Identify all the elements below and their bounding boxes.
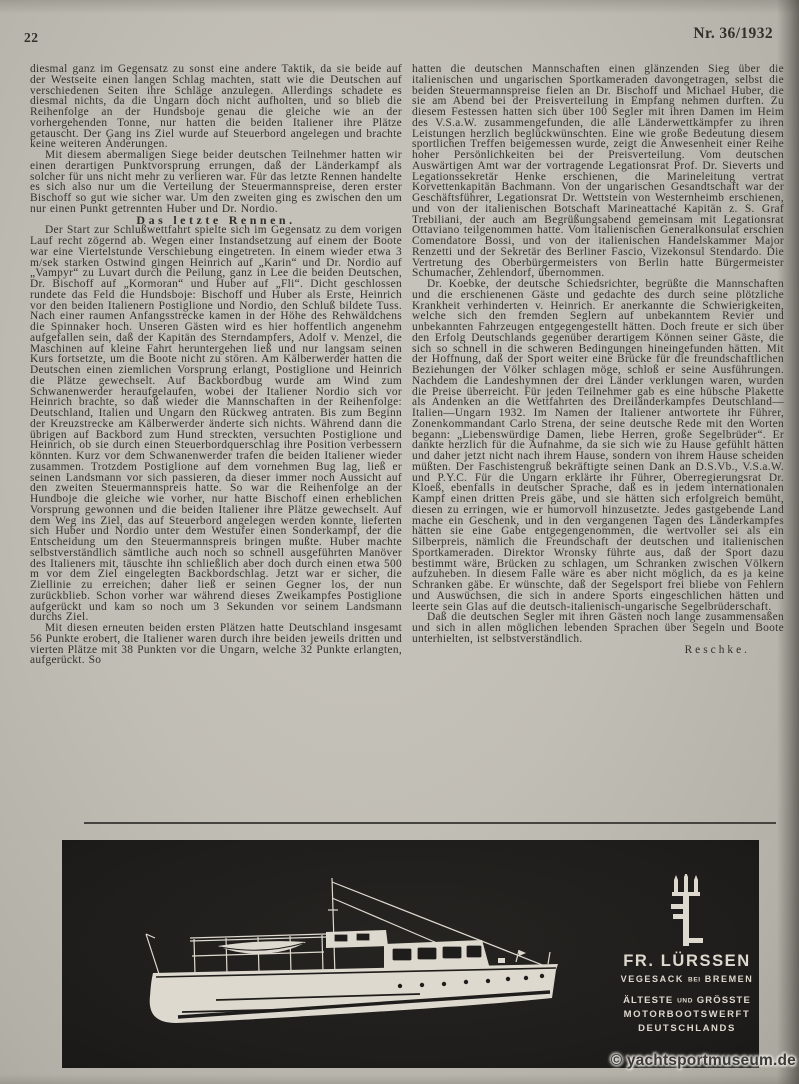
- advert-tagline-word: GRÖSSTE: [696, 995, 751, 1006]
- paragraph: Dr. Koebke, der deutsche Schiedsrichter, begrüßte die Mannschaften und die erschienenen Gäste und gedachte des durch seine plötzliche Krankheit verhinderten v. Heinrich. Er anerkannte die Schwierigkeiten, welche sich den fremden Seglern auf unbekanntem Revier und unbekannten Fahrzeugen entgegengestellt hätten. Doch freute er sich über den Erfolg Deutschlands gegenüber derartigem Können seiner Gäste, die sich so schnell in die schweren Bedingungen hineingefunden hätten. Mit der Hoffnung, daß der Sport weiter eine Brücke für die freundschaftlichen Beziehungen der Völker schlagen möge, schloß er seine Ausführungen. Nachdem die Landeshymnen der drei Länder verklungen waren, wurden die Preise überreicht. Für jeden Teilnehmer gab es eine hübsche Plakette als Andenken an die Wettfahrten des Dreiländerkampfes Deutschland—Italien—Ungarn 1932. Im Namen der Italiener antwortete ihr Führer, Zonenkommandant Carlo Strena, der seine deutsche Rede mit den Worten begann: „Liebenswürdige Damen, liebe Herren, große Segelbrüder“. Er dankte herzlich für die Aufnahme, da sie sich wie zu Hause gefühlt hätten und daher jetzt nicht nach ihrem Hause, sondern von ihrem Hause scheiden müßten. Der Faschistengruß bekräftigte seinen Dank an D.S.Vb., V.S.a.W. und P.Y.C. Für die Ungarn erklärte ihr Führer, Oberregierungsrat Dr. Kloeß, ebenfalls in deutscher Sprache, daß es in jedem internationalen Kampf einen dritten Preis gäbe, und sie hätten sich erfolgreich bemüht, diesen zu erringen, wie er humorvoll hinzusetzte. Jedes gastgebende Land mache ein Geschenk, und in den vergangenen Tagen des Länderkampfes hätten sie eine Gabe entgegengenommen, die wertvoller sei als ein Silberpreis, nämlich die Freundschaft der deutschen und italienischen Sportkameraden. Direktor Wronsky führte aus, daß der Sport dazu bestimmt wäre, Brücken zu schlagen, um Schranken zwischen Völkern aufzuheben. In diesem Falle wäre es aber nicht möglich, da es ja keine Schranken gäbe. Er wünschte, daß der Segelsport frei bliebe von Fehlern und Auswüchsen, die sich in andere Sports eingeschlichen hätten und leerte sein Glas auf die deutsch-italienisch-ungarische Segelbrüderschaft.: [412, 278, 784, 613]
- luerssen-advert: [62, 840, 759, 1068]
- paragraph: Mit diesem abermaligen Siege beider deutschen Teilnehmer hatten wir einen derartigen Punktvorsprung errungen, daß der Länderkampf als solcher für uns nicht mehr zu verlieren war. Für das letzte Rennen handelte es sich also nur um die Verteilung der Steuermannspreise, deren erster Bischoff so gut wie sicher war. Um den zweiten ging es zwischen den um nur einen Punkt getrennten Huber und Dr. Nordio.: [30, 149, 402, 215]
- luerssen-trident-logo-icon: [662, 874, 710, 950]
- advert-location-region: BREMEN: [704, 974, 754, 984]
- page-number: 22: [24, 30, 39, 45]
- author-signature: Reschke.: [684, 643, 750, 656]
- paragraph: Der Start zur Schlußwettfahrt spielte sich im Gegensatz zu dem vorigen Lauf recht zögernd ab. Wegen einer Instandsetzung auf einem der Boote war eine Viertelstunde Verschiebung eingetreten. In einem wieder etwa 3 m/sek starken Ostwind gingen Heinrich auf „Karin“ und Dr. Nordio auf „Vampyr“ zu Luvart durch die Peilung, ganz in Lee die beiden Deutschen, Dr. Bischoff auf „Kormoran“ und Huber auf „Fli“. Dicht geschlossen rundete das Feld die Hundsboje: Bischoff und Huber als Erste, Heinrich vor den beiden Italienern Postiglione und Nordio, den Schluß bildete Tuss. Nach einer raumen Anfangsstrecke kamen in der Höhe des Rehwäldchens die Spinnaker hoch. Unseren Gästen wird es hier hoffentlich angenehm aufgefallen sein, daß der Kapitän des Sterndampfers, Adolf v. Menzel, die Maschinen auf kleine Fahrt heruntergehen ließ und nur langsam seinen Kurs fortsetzte, um die Boote nicht zu stören. Am Kälberwerder hatten die Deutschen einen ziemlichen Vorsprung erlangt, Postiglione und Heinrich die Plätze gewechselt. Auf Backbordbug wurde am Wind zum Schwanenwerder heraufgelaufen, wobei der Italiener Nordio sich vor Heinrich brachte, so daß wieder die Mannschaften in der Reihenfolge: Deutschland, Italien und Ungarn den Rückweg antraten. Bis zum Beginn der Kreuzstrecke am Kälberwerder änderte sich nichts. Während dann die übrigen auf Backbord zum Hund streckten, versuchten Postiglione und Heinrich, ob sie durch einen Steuerbordquerschlag ihre Position verbessern könnten. Kurz vor dem Schwanenwerder trafen die beiden Italiener wieder zusammen. Trotzdem Postiglione auf dem vornehmen Bug lag, ließ er seinen Landsmann vor sich passieren, da dieser immer noch Aussicht auf den zweiten Steuermannspreis hatte. So war die Reihenfolge an der Hundboje die gleiche wie vorher, nur hatte Bischoff einen erheblichen Vorsprung gewonnen und die beiden Italiener ihre Plätze gewechselt. Auf dem Weg ins Ziel, das auf Steuerbord angelegen werden konnte, lieferten sich Huber und Nordio unter dem Westufer einen Sonderkampf, der die Entscheidung um den Steuermannspreis bringen mußte. Huber machte selbstverständlich sämtliche auch noch so schnell ausgeführten Manöver des Italieners mit, täuschte ihn schließlich aber doch durch einen etwa 500 m vor dem Ziel eingelegten Backbordschlag. Jetzt war er sicher, die Ziellinie zu erreichen; daher ließ er seinen Gegner los, der nun zurückblieb. Schon vorher war während dieses Zweikampfes Postiglione aufgerückt und kam so noch um 3 Sekunden vor seinem Landsmann durchs Ziel.: [30, 224, 402, 624]
- paragraph: hatten die deutschen Mannschaften einen glänzenden Sieg über die italienischen und ungarischen Sportkameraden davongetragen, selbst die beiden Steuermannspreise fielen an Dr. Bischoff und Michael Huber, die sie am Abend bei der Preisverteilung in Empfang nehmen durften. Zu diesem Festessen hatten sich über 100 Segler mit ihren Damen im Heim des V.S.a.W. zusammengefunden, die alle Länderwettkämpfer zu ihren Leistungen herzlich beglückwünschten. Eine wie große Bedeutung diesem sportlichen Treffen beigemessen wurde, zeigt die Anwesenheit einer Reihe hoher Persönlichkeiten bei der Preisverteilung. Vom deutschen Auswärtigen Amt war der vortragende Legationsrat Prof. Dr. Sieverts und Legationssekretär Henke erschienen, die Marineleitung vertrat Korvettenkapitän Bachmann. Von der ungarischen Gesandtschaft war der Geschäftsführer, Legationsrat Dr. Wettstein von Westernheimb erschienen, und von der italienischen Botschaft Marineattaché Kapitän z. S. Graf Trebiliani, der auch am Begrüßungsabend gemeinsam mit Legationsrat Ottaviano teilgenommen hatte. Vom italienischen Generalkonsulat erschien Comendatore Bossi, und von der italienischen Handelskammer Major Renzetti und der Sekretär des Berliner Fascio, Vizekonsul Stendardo. Die Vertretung des Oberbürgermeisters von Berlin hatte Bürgermeister Schumacher, Zehlendorf, übernommen.: [412, 64, 784, 280]
- advert-tagline-und: UND: [677, 997, 693, 1005]
- section-heading: Das letzte Rennen.: [136, 212, 296, 227]
- paragraph: Mit diesen erneuten beiden ersten Plätzen hatte Deutschland insgesamt 56 Punkte erobert, die Italiener waren durch ihre beiden jeweils dritten und vierten Plätze mit 38 Punkten vor die Ungarn, welche 32 Punkte erlangten, aufgerückt. So: [30, 622, 402, 667]
- article-left-column: [30, 64, 402, 816]
- advert-location-bei: BEI: [688, 976, 701, 984]
- advert-tagline-line1: [615, 995, 759, 1006]
- advert-company-name: FR. LÜRSSEN: [623, 952, 751, 970]
- advert-divider-rule: [84, 822, 776, 824]
- watermark-yachtsportmuseum: © yachtsportmuseum.de: [610, 1052, 796, 1069]
- advert-location-city: VEGESACK: [620, 974, 684, 984]
- advert-text-block: [615, 952, 759, 1034]
- advert-tagline-line3: DEUTSCHLANDS: [638, 1023, 736, 1034]
- advert-tagline-word: ÄLTESTE: [623, 995, 674, 1006]
- advert-tagline-line2: MOTORBOOTSWERFT: [623, 1009, 751, 1020]
- paragraph: diesmal ganz im Gegensatz zu sonst eine andere Taktik, da sie beide auf der Westseite einen langen Schlag machten, statt wie die Deutschen auf verschiedenen Seiten ihre Schläge anzulegen. Allerdings schadete es diesmal nichts, da die Ungarn doch nicht aufholten, und so blieb die Reihenfolge an der Hundsboje genau die gleiche wie an der vorhergehenden Tonne, nur hatten die beiden Italiener ihre Plätze getauscht. Der Gang ins Ziel wurde auf Steuerbord angelegen und brachte keine weiteren Änderungen.: [30, 64, 402, 151]
- paragraph: Daß die deutschen Segler mit ihren Gästen noch lange zusammensaßen und sich in allen möglichen lebenden Sprachen über Segeln und Boote unterhielten, ist selbstverständlich.: [412, 611, 784, 645]
- article-right-column: [412, 64, 784, 816]
- advert-location: [615, 974, 759, 984]
- issue-number: Nr. 36/1932: [693, 25, 773, 42]
- motor-yacht-illustration: [98, 876, 568, 1046]
